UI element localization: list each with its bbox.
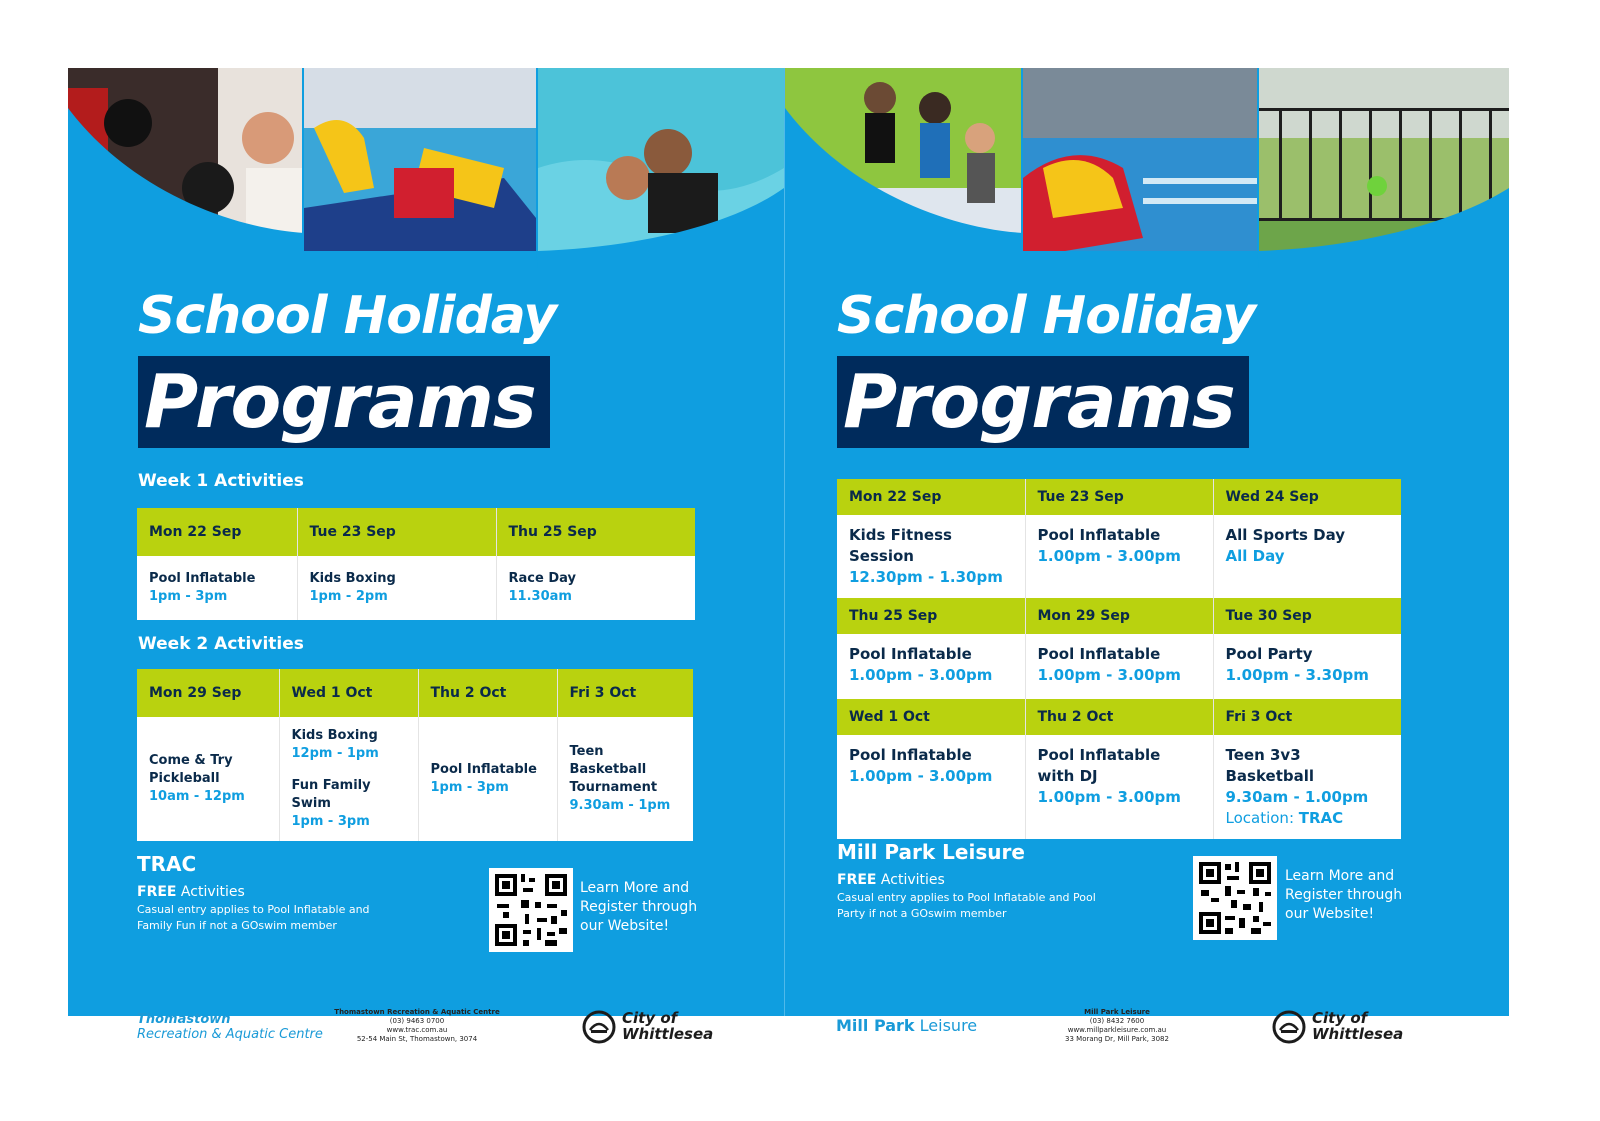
activity-time: 9.30am - 1pm: [569, 798, 671, 813]
activity-name: Kids Fitness Session: [849, 526, 952, 565]
activity-name: Kids Boxing: [309, 571, 396, 586]
activity-time: 12pm - 1pm: [291, 746, 379, 761]
day-header: Mon 29 Sep: [1025, 598, 1213, 634]
title-line-2: Programs: [843, 359, 1235, 445]
activity-cell: [297, 556, 496, 620]
activity-time: 1.00pm - 3.00pm: [849, 666, 993, 684]
activity-location: [1226, 808, 1390, 829]
council-line2: Whittlesea: [622, 1025, 714, 1043]
week1-label: Week 1 Activities: [138, 471, 304, 491]
day-header: Thu 25 Sep: [496, 508, 695, 556]
free-label: FREE: [137, 884, 177, 900]
council-emblem-icon: [582, 1010, 616, 1044]
activity-time: 1pm - 2pm: [309, 589, 388, 604]
address-name: Thomastown Recreation & Aquatic Centre: [334, 1008, 500, 1016]
trac-logo: [137, 1012, 323, 1042]
activity-time: All Day: [1225, 547, 1285, 565]
free-label: FREE: [837, 872, 877, 888]
activity-name: Pool Inflatable: [430, 762, 537, 777]
day-header: Tue 23 Sep: [1025, 479, 1213, 515]
address-phone: (03) 9463 0700: [389, 1017, 445, 1025]
address-website: www.millparkleisure.com.au: [1067, 1026, 1167, 1034]
address-phone: (03) 8432 7600: [1089, 1017, 1145, 1025]
activity-cell: [279, 717, 418, 841]
day-header: Mon 22 Sep: [837, 479, 1025, 515]
council-line1: City of: [622, 1009, 678, 1027]
activity-time: 1.00pm - 3.00pm: [849, 767, 993, 785]
week1-table: [137, 508, 695, 620]
address-street: 33 Morang Dr, Mill Park, 3082: [1065, 1035, 1169, 1043]
activity-time: 12.30pm - 1.30pm: [849, 568, 1003, 586]
city-of-whittlesea-logo: [582, 1008, 722, 1048]
free-activities: [137, 884, 245, 900]
venue-name: Mill Park Leisure: [837, 840, 1025, 864]
activity-cell: [837, 735, 1025, 839]
activity-cell: [1213, 634, 1401, 699]
trac-footer: [68, 1008, 784, 1121]
qr-code-icon: [489, 868, 573, 952]
day-header: Mon 29 Sep: [137, 669, 279, 717]
activity-time: 1.00pm - 3.00pm: [1037, 547, 1181, 565]
casual-entry-note: Casual entry applies to Pool Inflatable and Family Fun if not a GOswim member: [137, 903, 370, 932]
activity-name: Fun Family Swim: [291, 778, 371, 811]
trac-logo-line2: Recreation & Aquatic Centre: [137, 1027, 323, 1042]
activity-time: 1pm - 3pm: [149, 589, 228, 604]
activities-label: Activities: [876, 872, 945, 888]
qr-code[interactable]: [489, 868, 573, 952]
activity-name: Pool Inflatable: [849, 645, 972, 663]
day-header: Wed 24 Sep: [1213, 479, 1401, 515]
activity-cell: [1213, 515, 1401, 598]
location-label: Location:: [1225, 809, 1299, 827]
location-value: TRAC: [1298, 809, 1344, 827]
free-activities: [837, 872, 945, 888]
activity-time: 10am - 12pm: [149, 789, 245, 804]
activity-name: Teen Basketball Tournament: [569, 744, 658, 795]
activity-time: 1.00pm - 3.00pm: [1037, 788, 1181, 806]
activity-time: 1pm - 3pm: [430, 780, 509, 795]
learn-more-text: Learn More and Register through our Website!: [580, 880, 698, 934]
trac-logo-line1: Thomastown: [137, 1012, 231, 1027]
council-line1: City of: [1312, 1009, 1368, 1027]
day-header: Mon 22 Sep: [137, 508, 297, 556]
activity-name: Pool Inflatable: [149, 571, 256, 586]
activity-time: 9.30am - 1.00pm: [1225, 788, 1369, 806]
mill-park-flyer: [784, 68, 1509, 1016]
activity-name: Come & Try Pickleball: [149, 753, 233, 786]
activity-name: Pool Party: [1225, 645, 1313, 663]
title-line-1: School Holiday: [837, 286, 1256, 346]
mill-park-logo-bold: Mill Park: [836, 1016, 915, 1035]
activity-cell: [418, 717, 557, 841]
mill-park-footer: [784, 1008, 1508, 1121]
mill-park-address: [1032, 1008, 1202, 1044]
day-header: Fri 3 Oct: [557, 669, 693, 717]
activity-name: Pool Inflatable: [1037, 645, 1161, 663]
activity-cell: [837, 634, 1025, 699]
day-header: Wed 1 Oct: [279, 669, 418, 717]
day-header: Tue 23 Sep: [297, 508, 496, 556]
learn-more-text: Learn More and Register through our Website!: [1285, 868, 1403, 922]
activity-cell: [496, 556, 695, 620]
trac-address: [332, 1008, 502, 1044]
address-website: www.trac.com.au: [386, 1026, 448, 1034]
activity-name: Race Day: [508, 571, 576, 586]
activity-time: 1.00pm - 3.00pm: [1037, 666, 1181, 684]
header-wave: [68, 68, 784, 268]
day-header: Thu 2 Oct: [1025, 699, 1213, 735]
week2-label: Week 2 Activities: [138, 634, 304, 654]
qr-code-icon: [1193, 856, 1277, 940]
title-line-2: Programs: [144, 359, 536, 445]
day-header: Thu 25 Sep: [837, 598, 1025, 634]
activity-cell: [1213, 735, 1401, 839]
activity-cell: [137, 556, 297, 620]
address-name: Mill Park Leisure: [1084, 1008, 1150, 1016]
activity-cell: [1025, 515, 1213, 598]
mill-park-logo: [836, 1016, 977, 1035]
day-header: Fri 3 Oct: [1213, 699, 1401, 735]
activity-name: Pool Inflatable with DJ: [1037, 746, 1161, 785]
casual-entry-note: Casual entry applies to Pool Inflatable and Pool Party if not a GOswim member: [837, 891, 1096, 920]
activity-time: 1pm - 3pm: [291, 814, 370, 829]
header-wave: [785, 68, 1509, 268]
day-header: Tue 30 Sep: [1213, 598, 1401, 634]
activity-cell: [557, 717, 693, 841]
activity-name: All Sports Day: [1225, 526, 1346, 544]
title-box: [837, 356, 1249, 448]
activity-cell: [1025, 735, 1213, 839]
mill-park-logo-rest: Leisure: [914, 1016, 978, 1035]
activity-name: Pool Inflatable: [1037, 526, 1161, 544]
activity-cell: [1025, 634, 1213, 699]
title-box: [138, 356, 550, 448]
title-line-1: School Holiday: [138, 286, 557, 346]
venue-name: TRAC: [137, 852, 197, 876]
day-header: Wed 1 Oct: [837, 699, 1025, 735]
activity-cell: [137, 717, 279, 841]
council-emblem-icon: [1272, 1010, 1306, 1044]
activity-time: 11.30am: [508, 589, 572, 604]
city-of-whittlesea-logo: [1272, 1008, 1412, 1048]
address-street: 52-54 Main St, Thomastown, 3074: [356, 1035, 478, 1043]
week2-table: [137, 669, 693, 841]
activities-label: Activities: [176, 884, 245, 900]
qr-code[interactable]: [1193, 856, 1277, 940]
activity-cell: [837, 515, 1025, 598]
council-line2: Whittlesea: [1312, 1025, 1404, 1043]
activity-name: Pool Inflatable: [849, 746, 972, 764]
trac-flyer: [68, 68, 784, 1016]
activity-name: Kids Boxing: [291, 728, 378, 743]
schedule-table: [837, 479, 1401, 839]
day-header: Thu 2 Oct: [418, 669, 557, 717]
activity-time: 1.00pm - 3.30pm: [1225, 666, 1369, 684]
activity-name: Teen 3v3 Basketball: [1225, 746, 1315, 785]
